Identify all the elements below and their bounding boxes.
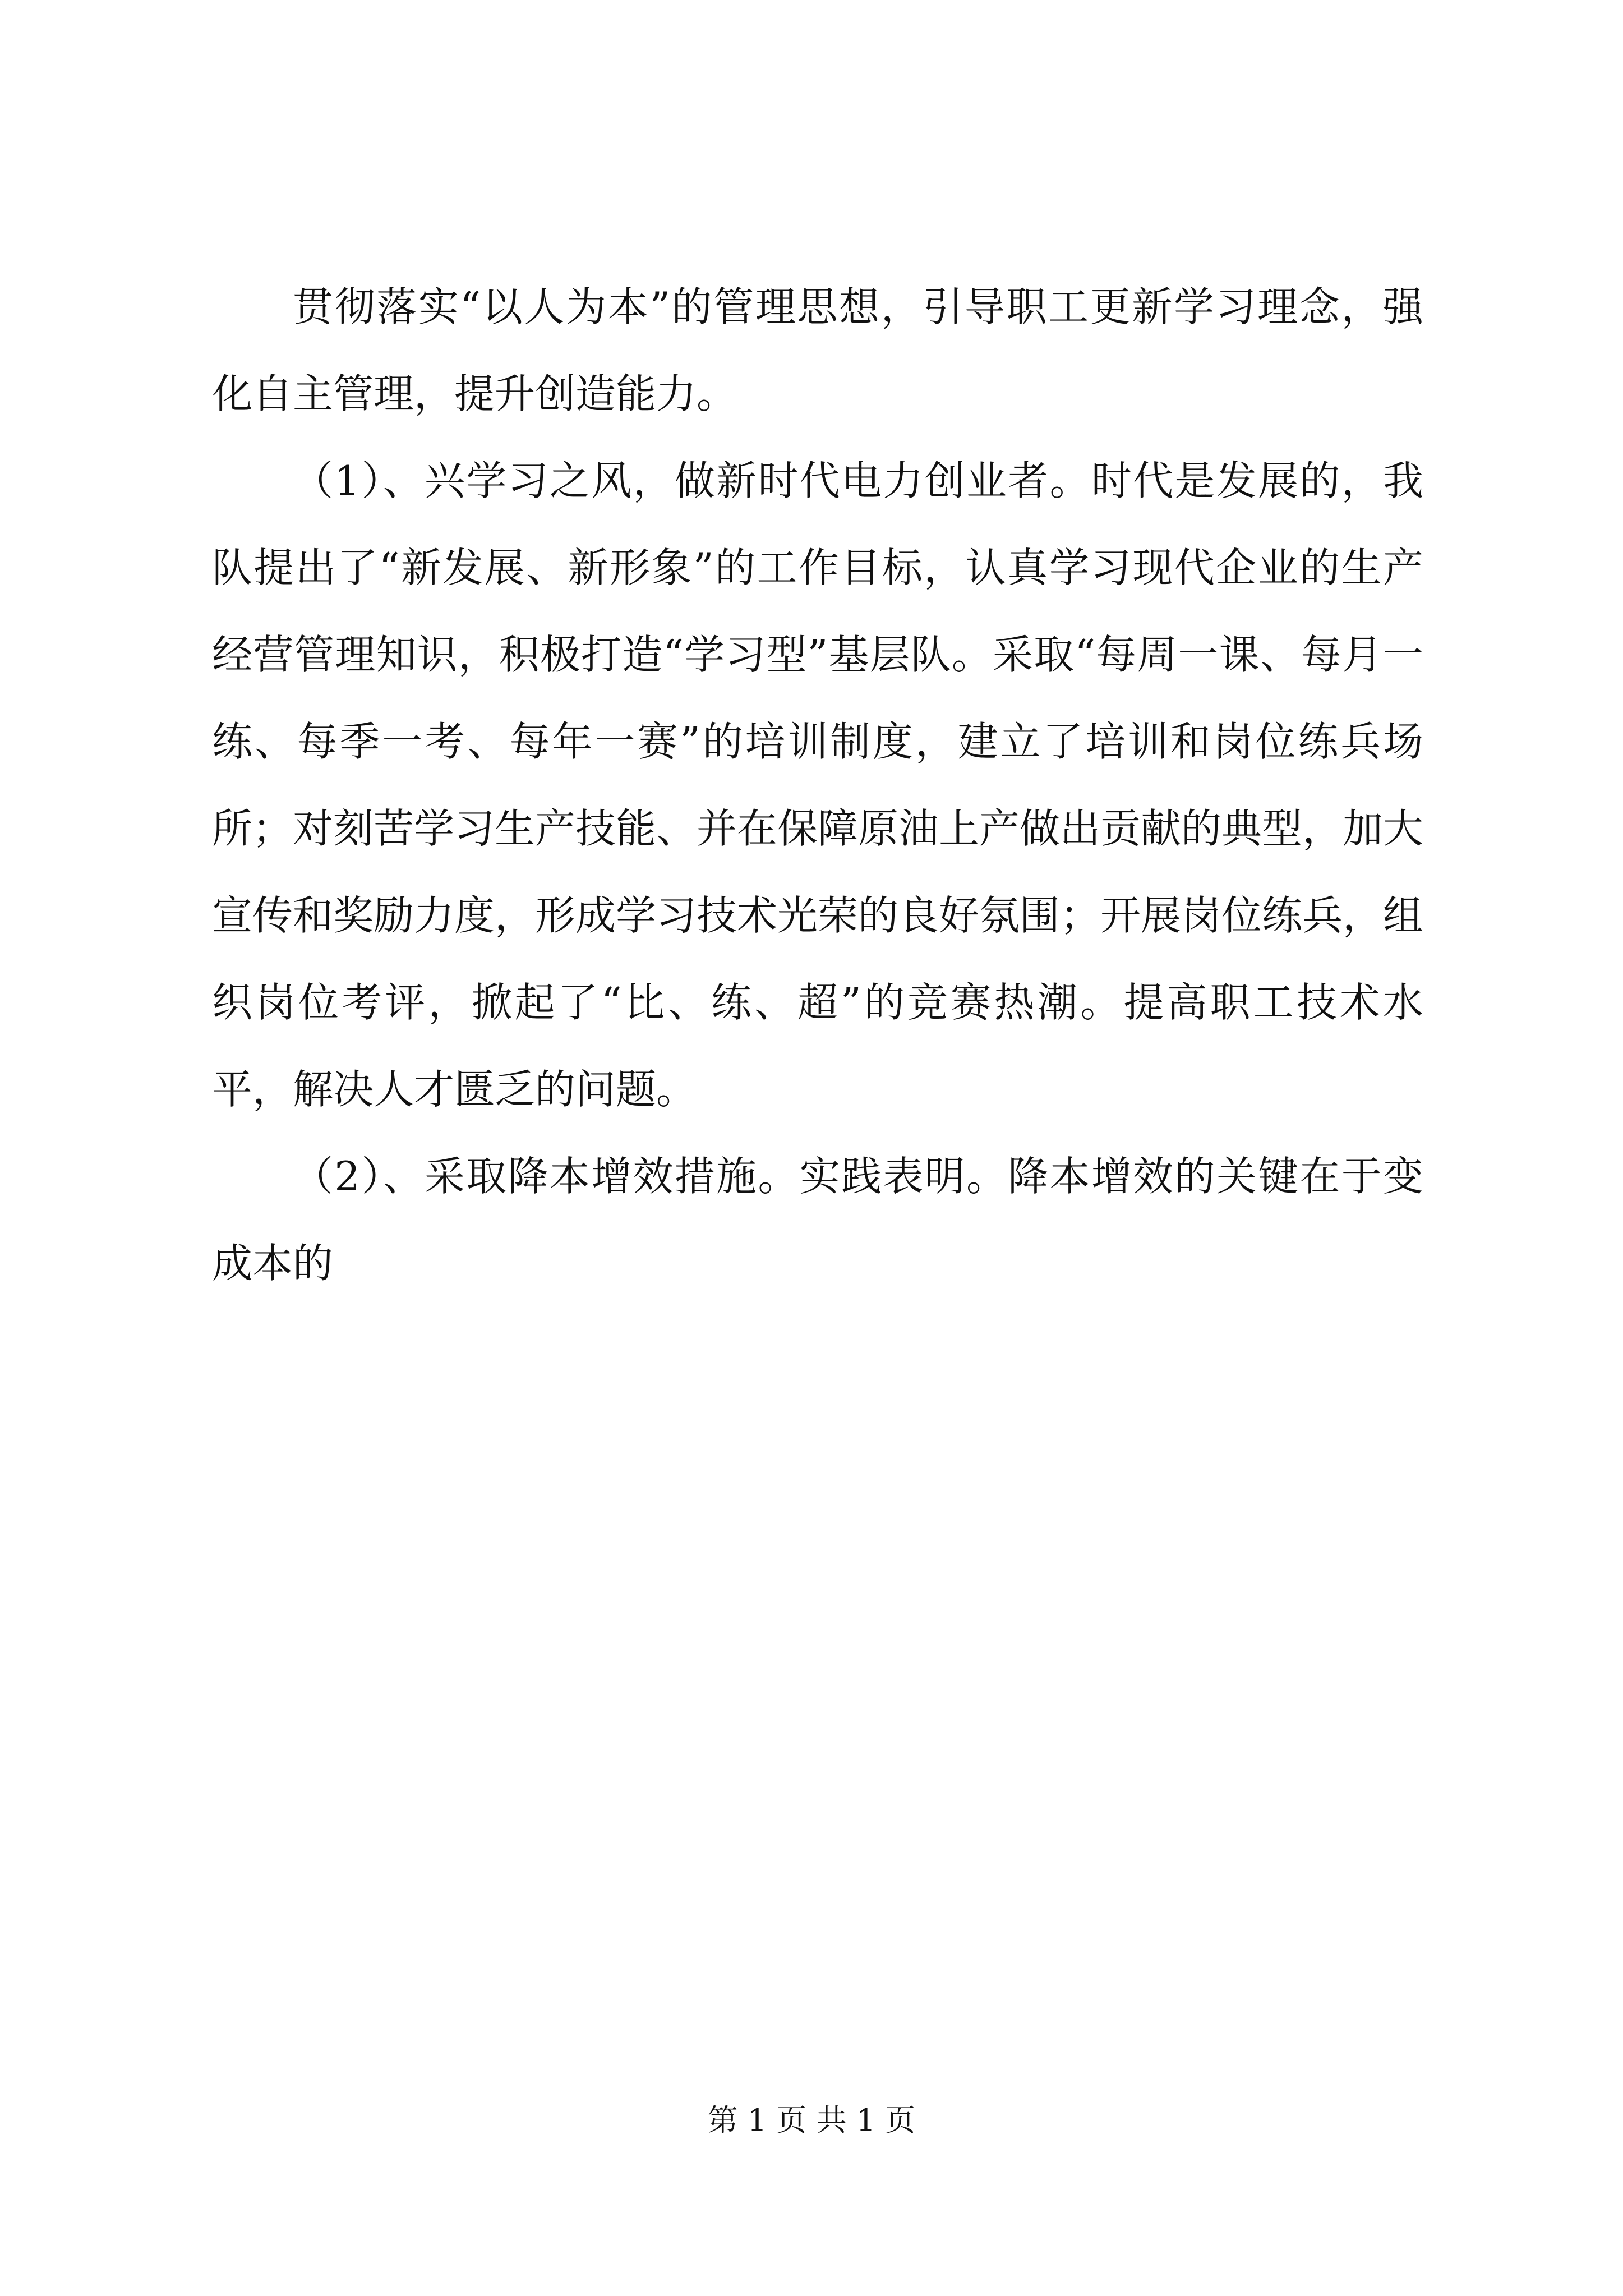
paragraph-3: （2）、采取降本增效措施。实践表明。降本增效的关键在于变成本的 [212,1153,1423,1287]
page-footer: 第 1 页 共 1 页 [707,2102,916,2138]
paragraph-1: 贯彻落实“以人为本”的管理思想，引导职工更新学习理念，强化自主管理，提升创造能力。 [212,283,1423,417]
document-body [212,264,1423,1307]
paragraph-2: （1）、兴学习之风，做新时代电力创业者。时代是发展的，我队提出了“新发展、新形象”的工作目标，认真学习现代企业的生产经营管理知识，积极打造“学习型”基层队。采取“每周一课、每月一练、每季一考、每年一赛”的培训制度，建立了培训和岗位练兵场所；对刻苦学习生产技能、并在保障原油上产做出贡献的典型，加大宣传和奖励力度，形成学习技术光荣的良好氛围；开展岗位练兵，组织岗位考评，掀起了“比、练、超”的竞赛热潮。提高职工技术水平，解决人才匮乏的问题。 [212,457,1424,1113]
